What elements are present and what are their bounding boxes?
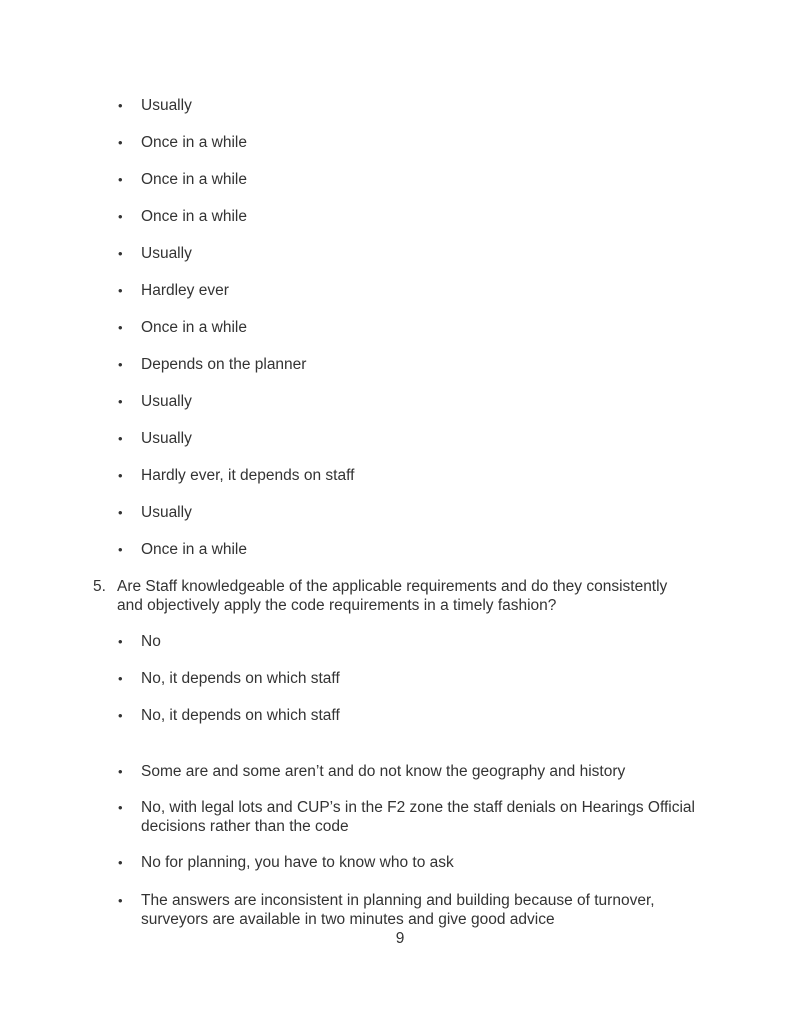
list-item-text: Once in a while — [141, 171, 247, 188]
bullet-icon: • — [118, 209, 123, 224]
bullet-icon: • — [118, 431, 123, 446]
bullet-icon: • — [118, 135, 123, 150]
bullet-icon: • — [118, 542, 123, 557]
list-item-text: Hardley ever — [141, 282, 229, 299]
bullet-icon: • — [118, 800, 123, 815]
bullet-icon: • — [118, 505, 123, 520]
list-item-text: Once in a while — [141, 208, 247, 225]
bullet-icon: • — [118, 634, 123, 649]
bullet-icon: • — [118, 394, 123, 409]
list-item-text: No — [141, 633, 161, 650]
list-item-text: No, it depends on which staff — [141, 670, 340, 687]
list-item-text: Usually — [141, 504, 192, 521]
list-item-text: Once in a while — [141, 319, 247, 336]
list-item-text: The answers are inconsistent in planning and building because of turnover, surveyors are available in two minutes and give good advice — [141, 892, 655, 928]
bullet-icon: • — [118, 283, 123, 298]
bullet-icon: • — [118, 855, 123, 870]
list-item-text: Usually — [141, 393, 192, 410]
bullet-icon: • — [118, 764, 123, 779]
question-text: Are Staff knowledgeable of the applicable requirements and do they consistently and objectively apply the code requirements in a timely fashion? — [117, 578, 668, 614]
bullet-icon: • — [118, 98, 123, 113]
list-item-text: Some are and some aren’t and do not know the geography and history — [141, 763, 626, 780]
list-item-text: No, it depends on which staff — [141, 707, 340, 724]
bullet-icon: • — [118, 320, 123, 335]
bullet-icon: • — [118, 357, 123, 372]
list-item-text: Once in a while — [141, 134, 247, 151]
list-item-text: Usually — [141, 430, 192, 447]
list-item-text: Hardly ever, it depends on staff — [141, 467, 355, 484]
bullet-icon: • — [118, 468, 123, 483]
list-item-text: Depends on the planner — [141, 356, 307, 373]
page-number: 9 — [395, 930, 405, 947]
list-item-text: Once in a while — [141, 541, 247, 558]
bullet-icon: • — [118, 246, 123, 261]
list-item-text: No for planning, you have to know who to ask — [141, 854, 454, 871]
question-number: 5. — [93, 578, 106, 595]
list-item-text: No, with legal lots and CUP’s in the F2 zone the staff denials on Hearings Official decisions rather than the code — [141, 799, 695, 835]
bullet-icon: • — [118, 708, 123, 723]
list-item-text: Usually — [141, 245, 192, 262]
bullet-icon: • — [118, 172, 123, 187]
list-item-text: Usually — [141, 97, 192, 114]
bullet-icon: • — [118, 671, 123, 686]
bullet-icon: • — [118, 893, 123, 908]
